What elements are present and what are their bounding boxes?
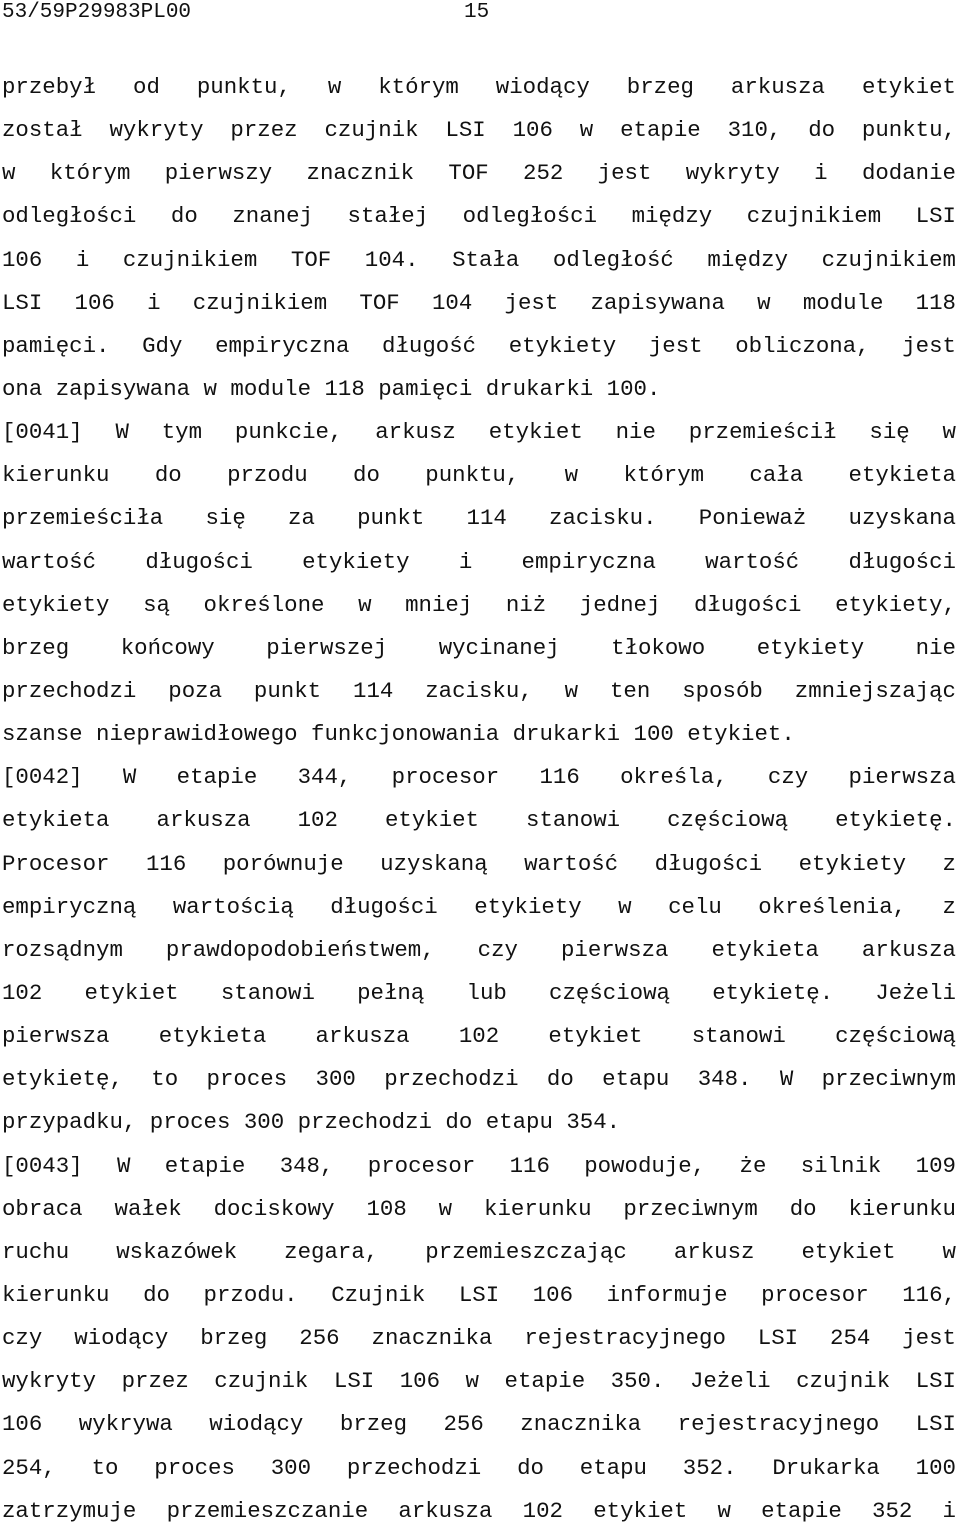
text-line: Procesor 116 porównuje uzyskaną wartość długości etykiety z	[2, 850, 956, 877]
document-id: 53/59P29983PL00	[2, 1, 192, 24]
text-line: [0042] W etapie 344, procesor 116 określa, czy pierwsza	[2, 764, 956, 791]
text-line: w którym pierwszy znacznik TOF 252 jest wykryty i dodanie	[2, 160, 956, 187]
text-line: empiryczną wartością długości etykiety w celu określenia, z	[2, 893, 956, 920]
text-line: został wykryty przez czujnik LSI 106 w etapie 310, do punktu,	[2, 117, 956, 144]
text-line: przechodzi poza punkt 114 zacisku, w ten sposób zmniejszając	[2, 677, 956, 704]
text-line: wykryty przez czujnik LSI 106 w etapie 350. Jeżeli czujnik LSI	[2, 1368, 956, 1395]
text-line: kierunku do przodu. Czujnik LSI 106 informuje procesor 116,	[2, 1281, 956, 1308]
text-line: [0043] W etapie 348, procesor 116 powoduje, że silnik 109	[2, 1152, 956, 1179]
text-line: szanse nieprawidłowego funkcjonowania drukarki 100 etykiet.	[2, 721, 795, 748]
text-line: 254, to proces 300 przechodzi do etapu 352. Drukarka 100	[2, 1454, 956, 1481]
text-line: ruchu wskazówek zegara, przemieszczając arkusz etykiet w	[2, 1238, 956, 1265]
document-body	[2, 66, 956, 1533]
text-line: rozsądnym prawdopodobieństwem, czy pierwsza etykieta arkusza	[2, 936, 956, 963]
text-line: zatrzymuje przemieszczanie arkusza 102 etykiet w etapie 352 i	[2, 1497, 956, 1524]
text-line: wartość długości etykiety i empiryczna wartość długości	[2, 548, 956, 575]
text-line: 106 wykrywa wiodący brzeg 256 znacznika rejestracyjnego LSI	[2, 1411, 956, 1438]
text-line: brzeg końcowy pierwszej wycinanej tłokowo etykiety nie	[2, 634, 956, 661]
text-line: odległości do znanej stałej odległości między czujnikiem LSI	[2, 203, 956, 230]
text-line: pierwsza etykieta arkusza 102 etykiet stanowi częściową	[2, 1023, 956, 1050]
text-line: przypadku, proces 300 przechodzi do etapu 354.	[2, 1109, 621, 1136]
page-number: 15	[464, 1, 490, 24]
text-line: czy wiodący brzeg 256 znacznika rejestracyjnego LSI 254 jest	[2, 1325, 956, 1352]
text-line: 102 etykiet stanowi pełną lub częściową etykietę. Jeżeli	[2, 979, 956, 1006]
text-line: kierunku do przodu do punktu, w którym cała etykieta	[2, 462, 956, 489]
text-line: etykietę, to proces 300 przechodzi do etapu 348. W przeciwnym	[2, 1066, 956, 1093]
text-line: 106 i czujnikiem TOF 104. Stała odległość między czujnikiem	[2, 246, 956, 273]
text-line: LSI 106 i czujnikiem TOF 104 jest zapisywana w module 118	[2, 289, 956, 316]
text-line: etykieta arkusza 102 etykiet stanowi częściową etykietę.	[2, 807, 956, 834]
text-line: etykiety są określone w mniej niż jednej długości etykiety,	[2, 591, 956, 618]
text-line: pamięci. Gdy empiryczna długość etykiety jest obliczona, jest	[2, 332, 956, 359]
page-header	[0, 0, 960, 30]
text-line: obraca wałek dociskowy 108 w kierunku przeciwnym do kierunku	[2, 1195, 956, 1222]
text-line: [0041] W tym punkcie, arkusz etykiet nie przemieścił się w	[2, 419, 956, 446]
text-line: przemieściła się za punkt 114 zacisku. Ponieważ uzyskana	[2, 505, 956, 532]
text-line: ona zapisywana w module 118 pamięci drukarki 100.	[2, 375, 661, 402]
text-line: przebył od punktu, w którym wiodący brzeg arkusza etykiet	[2, 74, 956, 100]
